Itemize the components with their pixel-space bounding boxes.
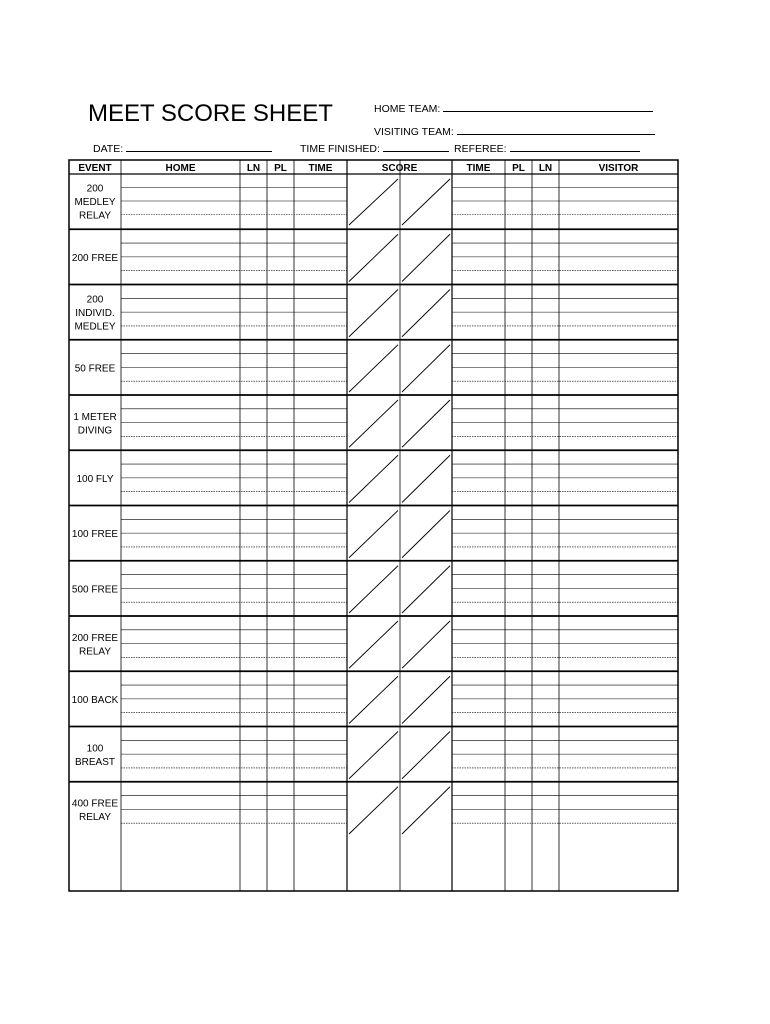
column-header-pl: PL	[274, 163, 287, 174]
event-label: 500 FREE	[71, 584, 119, 596]
column-header-time: TIME	[466, 163, 491, 174]
event-label: RELAY	[78, 210, 112, 222]
event-label: 50 FREE	[74, 363, 116, 375]
time-finished-label: TIME FINISHED:	[300, 143, 380, 155]
score-diagonal	[402, 676, 450, 723]
column-header-event: EVENT	[78, 163, 112, 174]
event-label: BREAST	[74, 756, 116, 768]
score-diagonal	[402, 787, 450, 834]
column-header-visitor: VISITOR	[598, 163, 639, 174]
event-label: DIVING	[77, 425, 113, 437]
event-label: RELAY	[78, 812, 112, 824]
score-diagonal	[402, 566, 450, 613]
event-label: MEDLEY	[74, 321, 116, 333]
score-diagonal	[402, 621, 450, 668]
score-diagonal	[349, 676, 398, 723]
score-diagonal	[402, 455, 450, 502]
event-label: 200 FREE	[71, 252, 119, 264]
score-diagonal	[349, 455, 398, 502]
event-label: 100 FREE	[71, 529, 119, 541]
referee-label: REFEREE:	[454, 143, 507, 155]
score-diagonal	[349, 621, 398, 668]
visiting-team-label: VISITING TEAM:	[374, 126, 454, 138]
score-diagonal	[349, 234, 398, 281]
score-diagonal	[402, 290, 450, 337]
score-diagonal	[402, 400, 450, 447]
date-label: DATE:	[93, 143, 124, 155]
score-diagonal	[402, 345, 450, 392]
column-header-ln: LN	[538, 163, 553, 174]
column-header-home: HOME	[165, 163, 196, 174]
score-diagonal	[402, 511, 450, 558]
event-label: 200	[86, 294, 104, 306]
column-header-pl: PL	[512, 163, 525, 174]
page-title: MEET SCORE SHEET	[88, 100, 333, 127]
score-diagonal	[349, 511, 398, 558]
event-label: 1 METER	[73, 411, 117, 423]
home-team-label: HOME TEAM:	[374, 103, 441, 115]
column-header-score: SCORE	[381, 163, 418, 174]
score-diagonal	[349, 732, 398, 779]
event-label: 200 FREE	[71, 632, 119, 644]
event-label: RELAY	[78, 646, 112, 658]
score-diagonal	[349, 179, 398, 225]
score-diagonal	[349, 290, 398, 337]
score-diagonal	[349, 566, 398, 613]
score-diagonal	[402, 732, 450, 779]
event-label: MEDLEY	[74, 197, 116, 208]
event-label: 400 FREE	[71, 798, 119, 810]
event-label: INDIVID.	[75, 308, 115, 320]
event-label: 200	[86, 183, 104, 195]
column-header-time: TIME	[308, 163, 333, 174]
score-diagonal	[402, 234, 450, 281]
score-diagonal	[402, 179, 450, 225]
event-label: 100 FLY	[76, 473, 114, 485]
event-label: 100	[86, 743, 104, 755]
score-diagonal	[349, 787, 398, 834]
score-diagonal	[349, 400, 398, 447]
score-diagonal	[349, 345, 398, 392]
event-label: 100 BACK	[71, 694, 119, 706]
column-header-ln: LN	[246, 163, 261, 174]
